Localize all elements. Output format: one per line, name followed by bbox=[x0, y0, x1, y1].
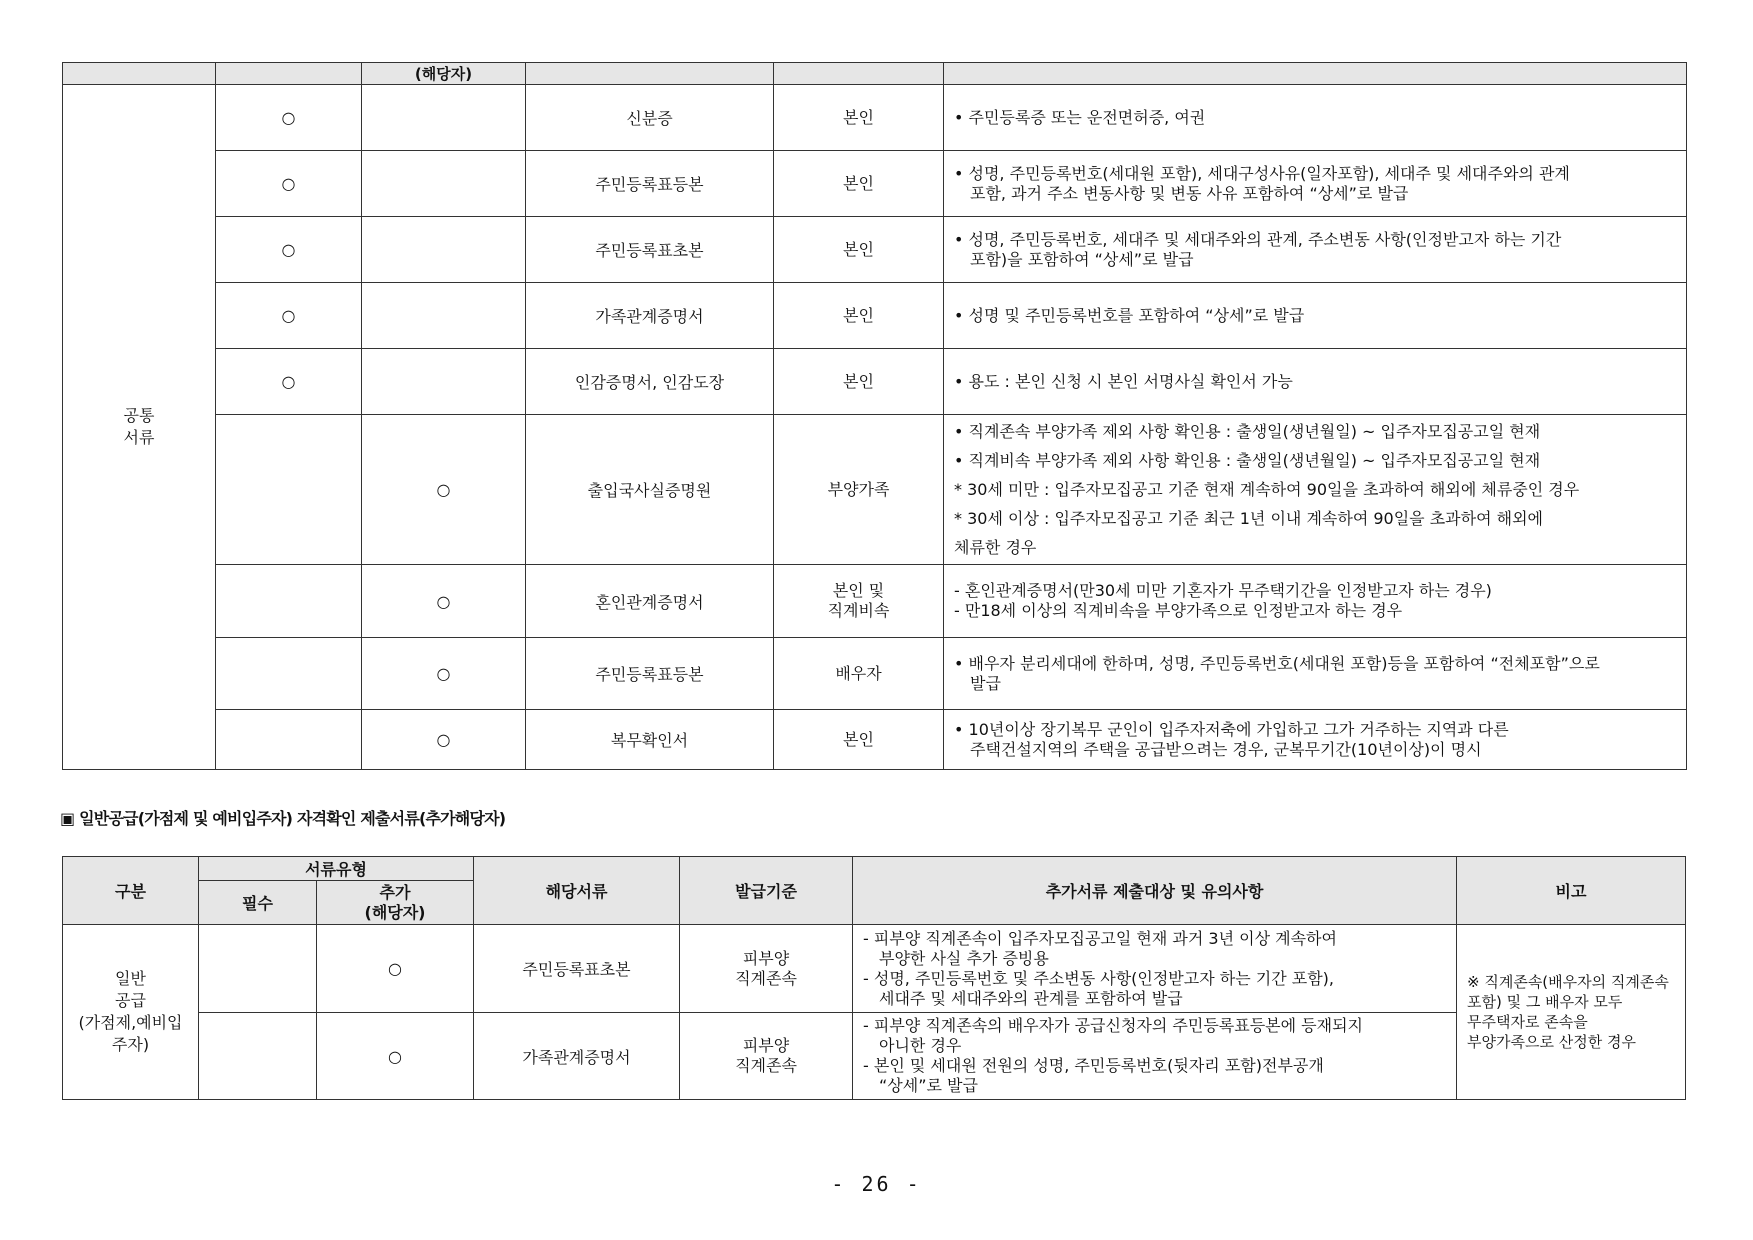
issue-criteria: 본인 bbox=[774, 283, 944, 349]
document-name: 복무확인서 bbox=[526, 710, 774, 770]
table-row bbox=[63, 415, 1687, 565]
required-mark: ○ bbox=[216, 283, 362, 349]
additional-mark bbox=[362, 85, 526, 151]
header-additional: 추가 (해당자) bbox=[317, 881, 474, 925]
document-name: 인감증명서, 인감도장 bbox=[526, 349, 774, 415]
table-row bbox=[63, 565, 1687, 638]
category-cell: 공통 서류 bbox=[63, 85, 216, 770]
note-line: - 만18세 이상의 직계비속을 부양가족으로 인정받고자 하는 경우 bbox=[954, 601, 1403, 620]
additional-mark: ○ bbox=[362, 415, 526, 565]
note-line: 세대주 및 세대주와의 관계를 포함하여 발급 bbox=[879, 988, 1183, 1008]
additional-mark: ○ bbox=[362, 565, 526, 638]
required-mark: ○ bbox=[216, 85, 362, 151]
issue-criteria: 본인 및 직계비속 bbox=[774, 565, 944, 638]
required-mark bbox=[216, 710, 362, 770]
note-line: • 10년이상 장기복무 군인이 입주자저축에 가입하고 그가 거주하는 지역과 다른 bbox=[954, 719, 1509, 739]
note-line: 포함, 과거 주소 변동사항 및 변동 사유 포함하여 “상세”로 발급 bbox=[970, 183, 1409, 203]
note-line: 부양한 사실 추가 증빙용 bbox=[879, 948, 1049, 968]
header-document-type: 서류유형 bbox=[199, 857, 474, 881]
required-mark bbox=[216, 415, 362, 565]
table-row bbox=[63, 1013, 1686, 1100]
note-line: 체류한 경우 bbox=[954, 538, 1037, 557]
note-line: • 직계존속 부양가족 제외 사항 확인용 : 출생일(생년월일) ~ 입주자모집공고일 현재 bbox=[954, 422, 1541, 441]
additional-mark bbox=[362, 151, 526, 217]
document-name: 주민등록표등본 bbox=[526, 638, 774, 710]
document-name: 출입국사실증명원 bbox=[526, 415, 774, 565]
issue-criteria: 배우자 bbox=[774, 638, 944, 710]
table-row bbox=[63, 151, 1687, 217]
remarks-cell: ※ 직계존속(배우자의 직계존속 포함) 및 그 배우자 모두 무주택자로 존속을 부양가족으로 산정한 경우 bbox=[1457, 925, 1686, 1100]
document-name: 신분증 bbox=[526, 85, 774, 151]
note-line: 아니한 경우 bbox=[879, 1036, 962, 1055]
header-remarks: 비고 bbox=[1457, 857, 1686, 925]
table-row bbox=[63, 283, 1687, 349]
header-criteria: 발급기준 bbox=[680, 857, 853, 925]
note-line: • 주민등록증 또는 운전면허증, 여권 bbox=[954, 107, 1206, 127]
issue-criteria: 본인 bbox=[774, 85, 944, 151]
note-line: 발급 bbox=[970, 673, 1001, 693]
required-mark bbox=[216, 638, 362, 710]
header-required: 필수 bbox=[199, 881, 317, 925]
issue-criteria: 피부양 직계존속 bbox=[680, 925, 853, 1013]
notes-cell bbox=[944, 638, 1687, 710]
additional-mark bbox=[362, 283, 526, 349]
general-supply-documents-table bbox=[62, 856, 1686, 1100]
common-documents-table bbox=[62, 62, 1687, 770]
note-line: * 30세 이상 : 입주자모집공고 기준 최근 1년 이내 계속하여 90일을 초과하여 해외에 bbox=[954, 509, 1544, 528]
header-document: 해당서류 bbox=[474, 857, 680, 925]
additional-mark: ○ bbox=[317, 1013, 474, 1100]
additional-header-fragment: (해당자) bbox=[362, 63, 526, 85]
note-line: 주택건설지역의 주택을 공급받으려는 경우, 군복무기간(10년이상)이 명시 bbox=[970, 739, 1482, 759]
notes-cell bbox=[853, 1013, 1457, 1100]
required-mark bbox=[216, 565, 362, 638]
category-cell: 일반 공급 (가점제,예비입 주자) bbox=[63, 925, 199, 1100]
document-name: 주민등록표초본 bbox=[474, 925, 680, 1013]
document-name: 가족관계증명서 bbox=[474, 1013, 680, 1100]
table-row bbox=[63, 710, 1687, 770]
document-name: 주민등록표초본 bbox=[526, 217, 774, 283]
additional-mark: ○ bbox=[317, 925, 474, 1013]
section-title: ▣ 일반공급(가점제 및 예비입주자) 자격확인 제출서류(추가해당자) bbox=[60, 809, 506, 828]
notes-cell bbox=[944, 710, 1687, 770]
notes-cell bbox=[853, 925, 1457, 1013]
required-mark bbox=[199, 1013, 317, 1100]
header-category: 구분 bbox=[63, 857, 199, 925]
page-number: - 26 - bbox=[831, 1172, 922, 1196]
header-notes: 추가서류 제출대상 및 유의사항 bbox=[853, 857, 1457, 925]
notes-cell bbox=[944, 217, 1687, 283]
note-line: - 피부양 직계존속의 배우자가 공급신청자의 주민등록표등본에 등재되지 bbox=[863, 1016, 1363, 1035]
table-header-row bbox=[63, 63, 1687, 85]
required-mark: ○ bbox=[216, 151, 362, 217]
issue-criteria: 피부양 직계존속 bbox=[680, 1013, 853, 1100]
document-name: 주민등록표등본 bbox=[526, 151, 774, 217]
additional-mark: ○ bbox=[362, 710, 526, 770]
required-mark: ○ bbox=[216, 217, 362, 283]
notes-cell bbox=[944, 565, 1687, 638]
note-line: - 혼인관계증명서(만30세 미만 기혼자가 무주택기간을 인정받고자 하는 경우) bbox=[954, 581, 1492, 600]
issue-criteria: 본인 bbox=[774, 151, 944, 217]
note-line: • 용도 : 본인 신청 시 본인 서명사실 확인서 가능 bbox=[954, 371, 1293, 391]
issue-criteria: 본인 bbox=[774, 217, 944, 283]
additional-mark: ○ bbox=[362, 638, 526, 710]
notes-cell bbox=[944, 415, 1687, 565]
required-mark: ○ bbox=[216, 349, 362, 415]
note-line: • 직계비속 부양가족 제외 사항 확인용 : 출생일(생년월일) ~ 입주자모집공고일 현재 bbox=[954, 451, 1541, 470]
note-line: - 피부양 직계존속이 입주자모집공고일 현재 과거 3년 이상 계속하여 bbox=[863, 928, 1337, 948]
table-row bbox=[63, 217, 1687, 283]
issue-criteria: 부양가족 bbox=[774, 415, 944, 565]
note-line: * 30세 미만 : 입주자모집공고 기준 현재 계속하여 90일을 초과하여 해외에 체류중인 경우 bbox=[954, 480, 1580, 499]
document-name: 혼인관계증명서 bbox=[526, 565, 774, 638]
note-line: 포함)을 포함하여 “상세”로 발급 bbox=[970, 249, 1194, 269]
note-line: • 배우자 분리세대에 한하며, 성명, 주민등록번호(세대원 포함)등을 포함하여 “전체포함”으로 bbox=[954, 653, 1600, 673]
additional-mark bbox=[362, 217, 526, 283]
notes-cell bbox=[944, 283, 1687, 349]
notes-cell bbox=[944, 151, 1687, 217]
notes-cell bbox=[944, 85, 1687, 151]
note-line: • 성명, 주민등록번호, 세대주 및 세대주와의 관계, 주소변동 사항(인정받고자 하는 기간 bbox=[954, 229, 1562, 249]
note-line: - 본인 및 세대원 전원의 성명, 주민등록번호(뒷자리 포함)전부공개 bbox=[863, 1056, 1324, 1075]
table-row bbox=[63, 85, 1687, 151]
note-line: - 성명, 주민등록번호 및 주소변동 사항(인정받고자 하는 기간 포함), bbox=[863, 968, 1334, 988]
table-row bbox=[63, 638, 1687, 710]
required-mark bbox=[199, 925, 317, 1013]
document-name: 가족관계증명서 bbox=[526, 283, 774, 349]
note-line: “상세”로 발급 bbox=[879, 1076, 978, 1095]
additional-mark bbox=[362, 349, 526, 415]
table-row bbox=[63, 349, 1687, 415]
note-line: • 성명 및 주민등록번호를 포함하여 “상세”로 발급 bbox=[954, 305, 1305, 325]
note-line: • 성명, 주민등록번호(세대원 포함), 세대구성사유(일자포함), 세대주 및 세대주와의 관계 bbox=[954, 163, 1570, 183]
notes-cell bbox=[944, 349, 1687, 415]
issue-criteria: 본인 bbox=[774, 710, 944, 770]
table-row bbox=[63, 925, 1686, 1013]
issue-criteria: 본인 bbox=[774, 349, 944, 415]
